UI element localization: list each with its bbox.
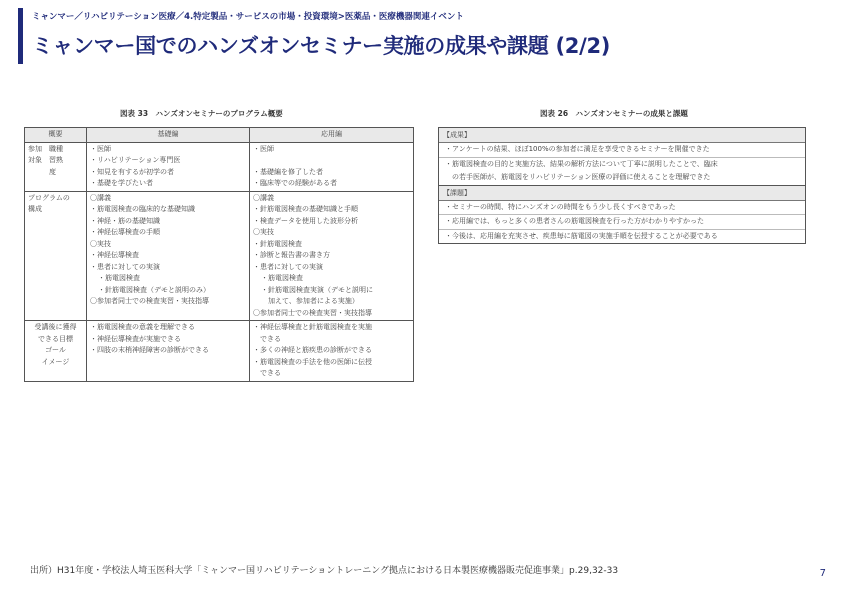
applied-program-cell (250, 191, 414, 321)
basic-goals-cell (87, 321, 250, 382)
cell-line (253, 155, 410, 167)
cell-line: ・筋電図検査の手法を他の医師に伝授 (253, 357, 372, 366)
col-header-applied: 応用編 (250, 128, 414, 143)
cell-line: ・針筋電図検査の基礎知識と手順 (253, 205, 358, 213)
cell-line: ・筋電図検査の意義を理解できる (90, 323, 195, 331)
breadcrumb: ミャンマー／リハビリテーション医療／4.特定製品・サービスの市場・投資環境>医薬品・医療機器関連イベント (32, 12, 464, 22)
figure1-caption: 図表 33 ハンズオンセミナーのプログラム概要 (120, 109, 283, 118)
basic-participants-cell (87, 142, 250, 191)
label-line: 構成 (28, 205, 42, 213)
cell-line: ・針筋電図検査実演（デモと説明に (261, 285, 373, 294)
issue-item: ・今後は、応用編を充実させ、疾患毎に筋電図の実施手順を伝授することが必要である (445, 231, 718, 240)
issue-item: ・セミナーの時間、特にハンズオンの時間をもう少し長くすべきであった (439, 201, 805, 216)
cell-line: できる (253, 334, 281, 343)
cell-line: ・診断と報告書の書き方 (253, 251, 330, 259)
cell-line: ・筋電図検査の臨床的な基礎知識 (90, 205, 195, 213)
cell-line: ・四肢の末梢神経障害の診断ができる (90, 346, 209, 354)
issues-header: 【課題】 (439, 186, 805, 201)
cell-line: ・医師 (90, 144, 111, 153)
page-title: ミャンマー国でのハンズオンセミナー実施の成果や課題 (2/2) (32, 34, 611, 58)
cell-line: ・患者に対しての実演 (90, 262, 160, 271)
cell-line: ・臨床等での経験がある者 (253, 179, 337, 187)
figure2-caption: 図表 26 ハンズオンセミナーの成果と課題 (540, 109, 688, 118)
cell-line: 〇参加者同士での検査実習・実技指導 (253, 308, 372, 317)
label-line: ゴール (45, 346, 66, 354)
result-item: ・アンケートの結果、ほぼ100%の参加者に満足を享受できるセミナーを開催できた (439, 143, 805, 158)
cell-line: ・神経・筋の基礎知識 (90, 216, 160, 225)
cell-line: ・基礎編を修了した者 (253, 167, 323, 176)
cell-line: 加えて、参加者による実施） (261, 297, 359, 305)
label-line: イメージ (41, 357, 70, 366)
cell-line: ・検査データを使用した波形分析 (253, 216, 358, 225)
cell-line: ・リハビリテーション専門医 (90, 156, 181, 164)
label-line: 受講後に獲得 (34, 323, 77, 331)
row-label-participants (25, 142, 87, 191)
cell-line: ・多くの神経と筋疾患の診断ができる (253, 346, 372, 354)
applied-goals-cell (250, 321, 414, 382)
col-header-overview: 概要 (25, 128, 87, 143)
results-header: 【成果】 (439, 128, 805, 143)
cell-line: ・知見を有するが初学の者 (90, 167, 174, 176)
cell-line: ・医師 (253, 144, 274, 153)
cell-line: ・神経伝導検査が実施できる (90, 334, 181, 343)
cell-line: ・神経伝導検査 (90, 251, 139, 259)
label-line: 対象 習熟 (28, 156, 63, 164)
page-number: 7 (819, 568, 826, 579)
table-row-goals (25, 321, 414, 382)
cell-line: 〇実技 (90, 239, 111, 248)
source-citation: 出所）H31年度・学校法人埼玉医科大学「ミャンマー国リハビリテーショントレーニング拠点における日本製医療機器販売促進事業」p.29,32-33 (30, 566, 619, 576)
issue-item: ・応用編では、もっと多くの患者さんの筋電図検査を行った方がわかりやすかった (439, 215, 805, 230)
row-label-goals (25, 321, 87, 382)
table-header-row (25, 128, 414, 143)
cell-line: ・神経伝導検査と針筋電図検査を実施 (253, 323, 372, 331)
cell-line: ・針筋電図検査（デモと説明のみ） (98, 285, 210, 294)
cell-line: ・筋電図検査 (261, 274, 303, 282)
result-item: ・筋電図検査の目的と実施方法、結果の解析方法について丁寧に説明したことで、臨床 (445, 159, 718, 168)
cell-line: 〇講義 (253, 193, 274, 202)
cell-line: 〇講義 (90, 193, 111, 202)
table-row-participants (25, 142, 414, 191)
program-overview-table (24, 127, 414, 382)
cell-line: 〇参加者同士での検査実習・実技指導 (90, 297, 209, 305)
cell-line: ・針筋電図検査 (253, 239, 302, 248)
cell-line: ・筋電図検査 (98, 274, 140, 282)
label-line: 参加 職種 (28, 144, 63, 153)
basic-program-cell (87, 191, 250, 321)
cell-line: できる (253, 369, 281, 377)
row-label-program (25, 191, 87, 321)
cell-line: 〇実技 (253, 228, 274, 236)
outcomes-issues-box (438, 127, 806, 244)
cell-line: ・神経伝導検査の手順 (90, 228, 160, 236)
cell-line: ・患者に対しての実演 (253, 262, 323, 271)
label-line: できる目標 (38, 334, 73, 343)
col-header-basic: 基礎編 (87, 128, 250, 143)
applied-participants-cell (250, 142, 414, 191)
label-line: プログラムの (28, 193, 70, 202)
title-accent-bar (18, 8, 23, 64)
table-row-program (25, 191, 414, 321)
result-item: の若手医師が、筋電図をリハビリテーション医療の評価に使えることを理解できた (439, 171, 805, 186)
cell-line: ・基礎を学びたい者 (90, 179, 153, 187)
label-line: 度 (28, 167, 56, 176)
